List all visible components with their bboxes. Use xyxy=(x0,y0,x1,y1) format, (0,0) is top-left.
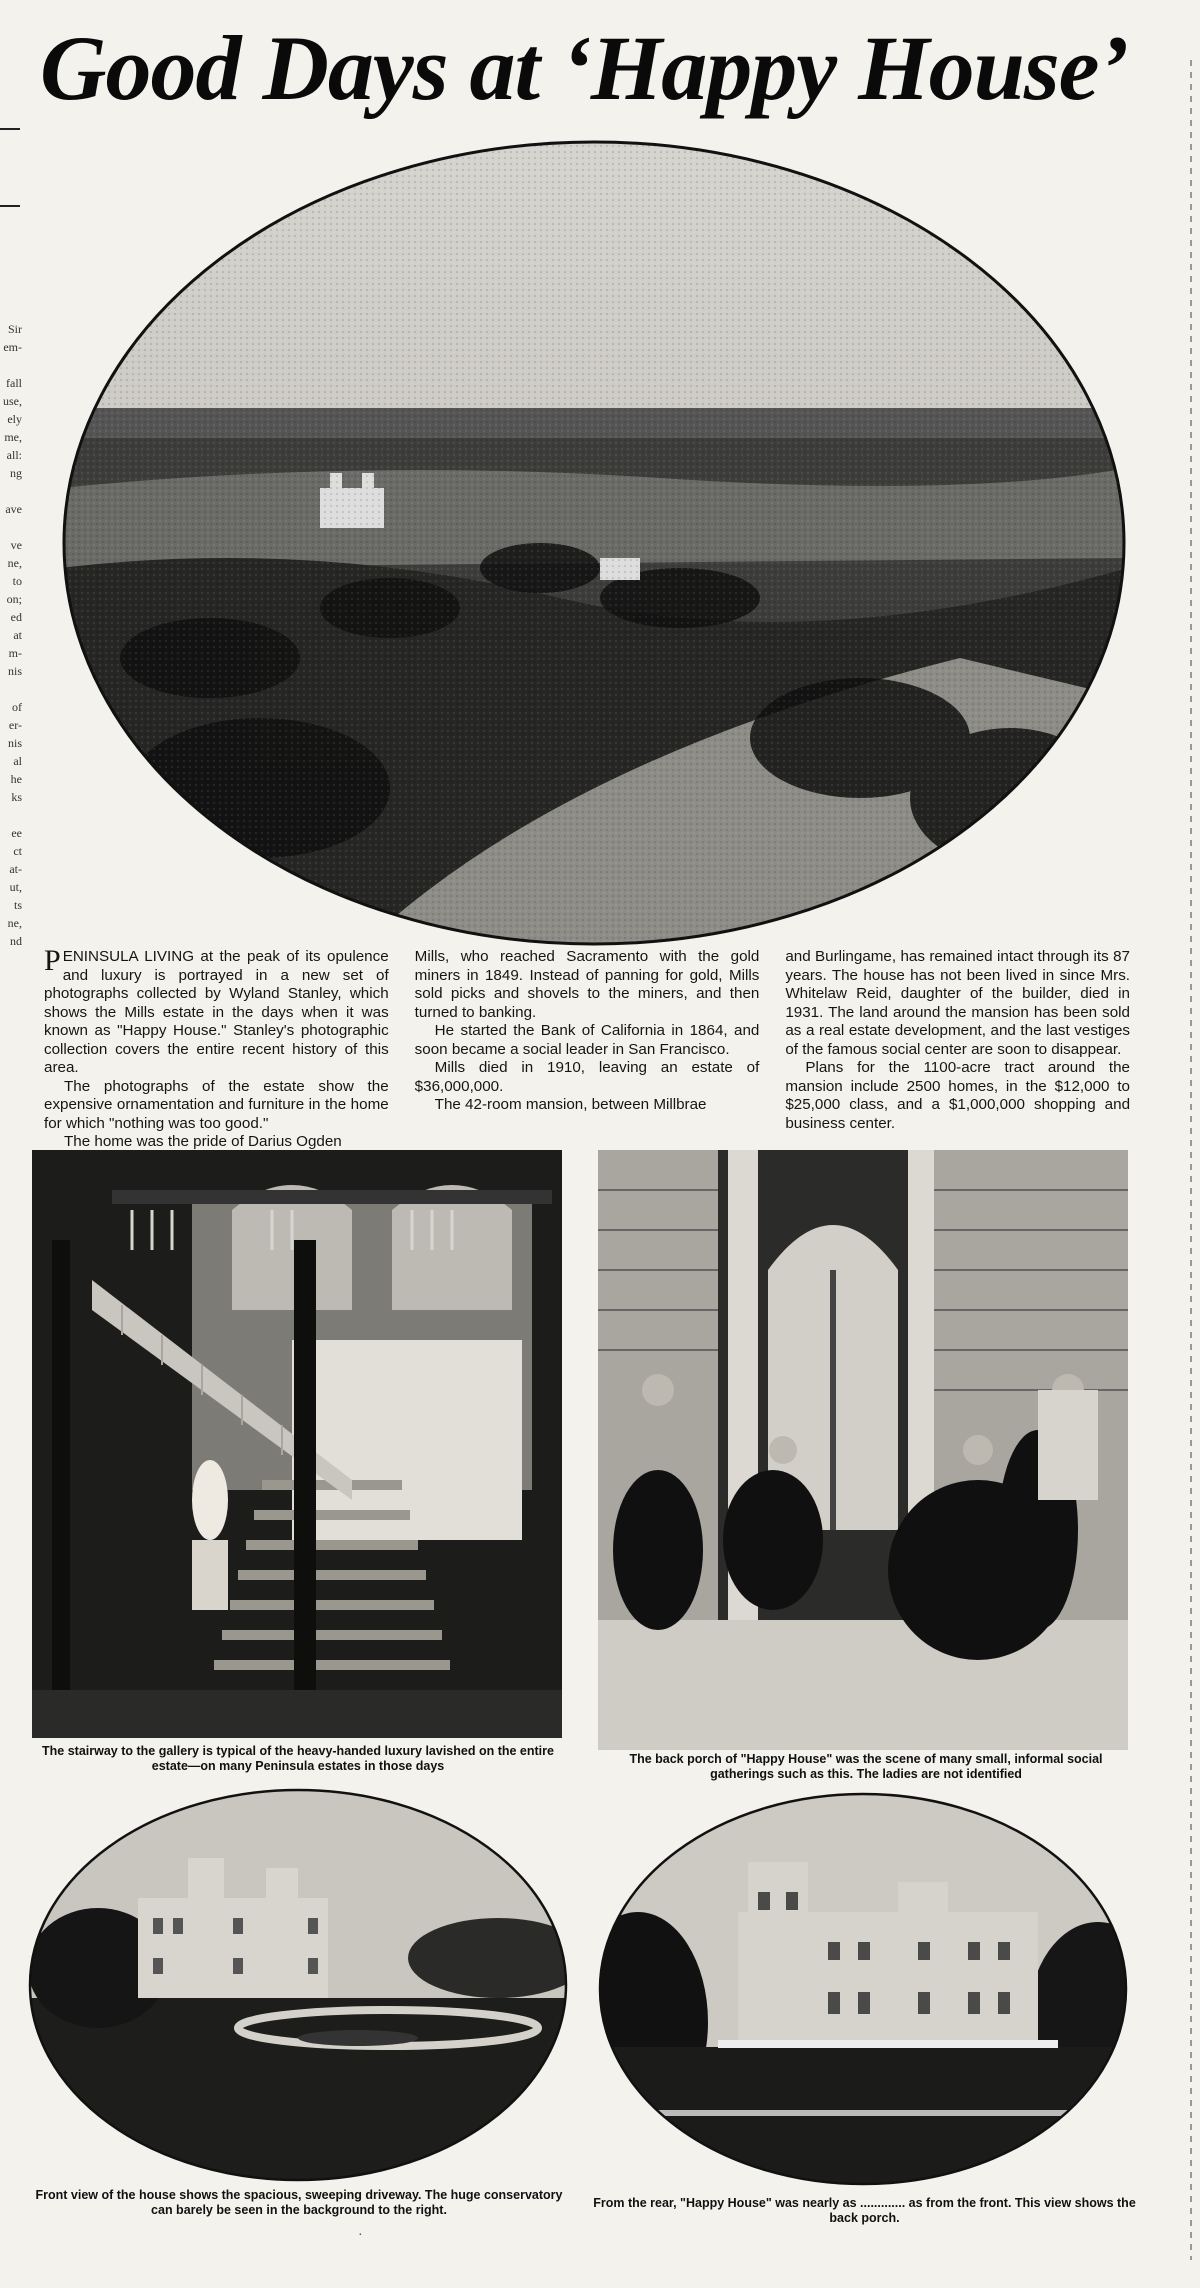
aerial-estate-photo xyxy=(60,138,1128,948)
article-body xyxy=(44,944,1131,1150)
porch-photo xyxy=(598,1150,1128,1750)
article-paragraph: Mills, who reached Sacramento with the gold miners in 1849. Instead of panning for gold, Mills sold picks and shovels to the miners, and then turned to banking. xyxy=(414,948,760,1021)
margin-rule xyxy=(0,205,20,207)
article-column-3 xyxy=(785,948,1130,1140)
stairway-photo xyxy=(32,1150,562,1738)
drop-cap: P xyxy=(44,944,61,977)
article-paragraph: Mills died in 1910, leaving an estate of $36,000,000. xyxy=(414,1059,760,1095)
page-edge xyxy=(1190,60,1192,2260)
stairway-caption: The stairway to the gallery is typical of the heavy-handed luxury lavished on the entire estate—on many Peninsula estates in those days xyxy=(42,1744,554,1773)
article-paragraph: ENINSULA LIVING at the peak of its opulence and luxury is portrayed in a new set of photographs collected by Wyland Stanley, which shows the Mills estate in the days when it was known as "Happy House." Stanley's photographic collection covers the entire recent history of this area. xyxy=(44,948,389,1076)
porch-caption: The back porch of "Happy House" was the scene of many small, informal social gatherings such as this. The ladies are not identified xyxy=(629,1752,1103,1781)
article-paragraph: Plans for the 1100-acre tract around the mansion include 2500 homes, in the $12,000 to $25,000 class, and a $1,000,000 shopping and business center. xyxy=(785,1059,1131,1132)
article-column-2 xyxy=(415,948,760,1140)
rear-view-photo xyxy=(598,1792,1128,2187)
article-column-1 xyxy=(44,944,389,1150)
headline: Good Days at ‘Happy House’ xyxy=(40,17,1129,119)
article-paragraph: He started the Bank of California in 1864, and soon became a social leader in San Francisco. xyxy=(414,1022,760,1058)
rear-view-caption: From the rear, "Happy House" was nearly as ............. as from the front. This view shows the back porch. xyxy=(593,2196,1136,2225)
front-view-photo xyxy=(28,1788,568,2183)
article-paragraph: The home was the pride of Darius Ogden xyxy=(64,1133,342,1150)
article-paragraph: The 42-room mansion, between Millbrae xyxy=(434,1096,707,1113)
page-mark: · xyxy=(358,2228,363,2243)
article-paragraph: and Burlingame, has remained intact through its 87 years. The house has not been lived in since Mrs. Whitelaw Reid, daughter of the builder, died in 1931. The land around the mansion has been sold as a real estate development, and the last vestiges of the famous social center are soon to disappear. xyxy=(785,948,1131,1058)
adjacent-column-fragment: Sir em- fall use, ely me, all: ng ave ve ne, to on; ed at m- nis of er- nis al he ks ee ct at- ut, ts ne, nd xyxy=(3,322,22,948)
front-view-caption: Front view of the house shows the spacious, sweeping driveway. The huge conservatory can barely be seen in the background to the right. xyxy=(35,2188,563,2217)
margin-rule xyxy=(0,128,20,130)
article-paragraph: The photographs of the estate show the expensive ornamentation and furniture in the home for which "nothing was too good." xyxy=(44,1077,389,1132)
